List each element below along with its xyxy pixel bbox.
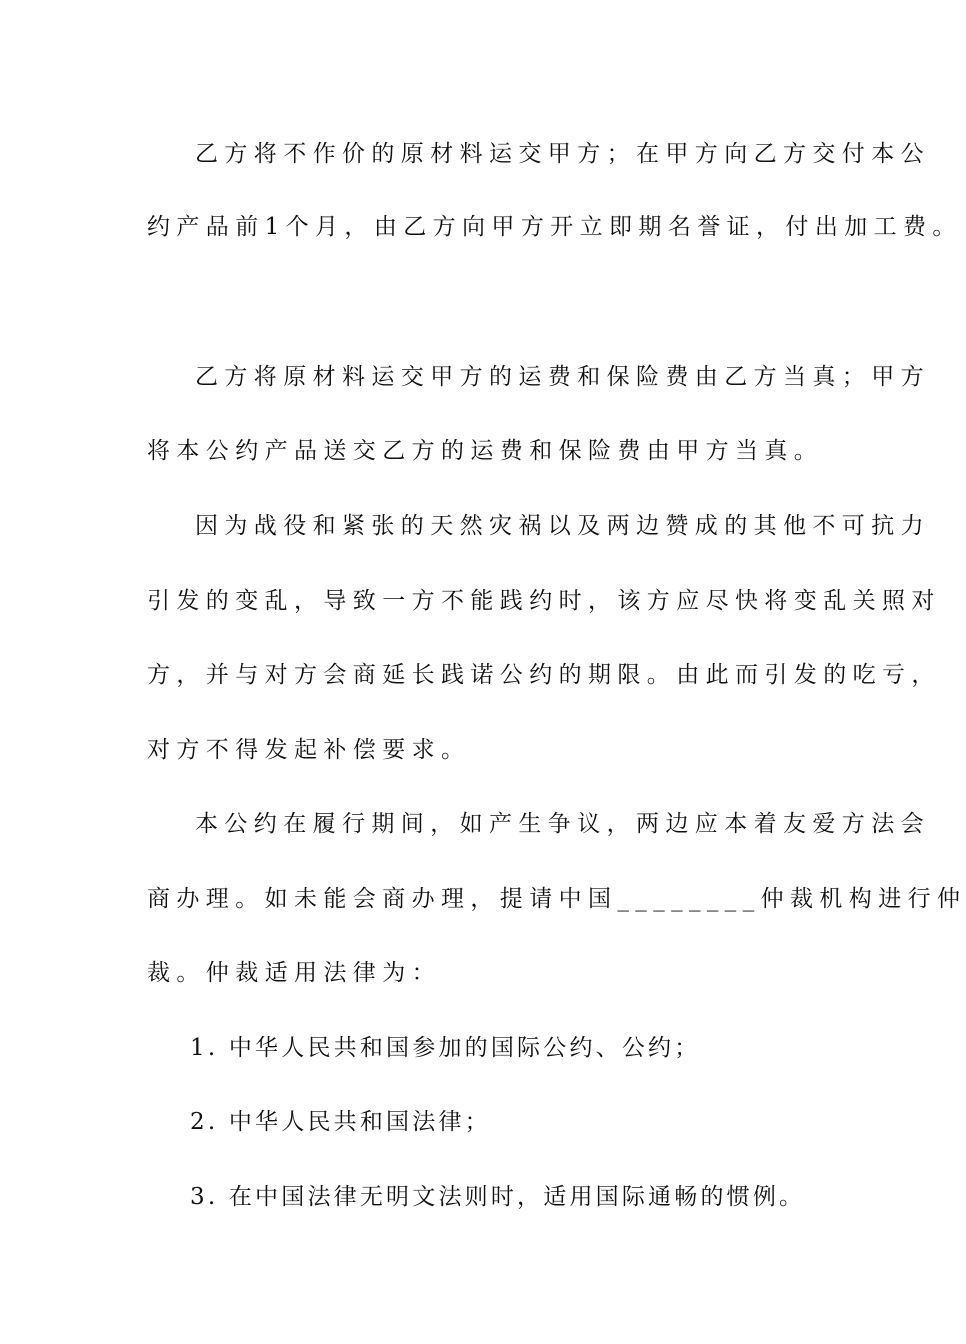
- list-item-2: 2. 中华人民共和国法律；: [190, 1109, 491, 1135]
- paragraph-3-line-1: 因为战役和紧张的天然灾祸以及两边赞成的其他不可抗力: [195, 513, 930, 539]
- list-item-1: 1. 中华人民共和国参加的国际公约、公约；: [190, 1035, 701, 1061]
- paragraph-3-line-4: 对方不得发起补偿要求。: [147, 737, 471, 763]
- paragraph-1-line-2: 约产品前1个月，由乙方向甲方开立即期名誉证，付出加工费。: [147, 214, 962, 240]
- paragraph-4-line-1: 本公约在履行期间，如产生争议，两边应本着友爱方法会: [195, 811, 930, 837]
- paragraph-2-line-2: 将本公约产品送交乙方的运费和保险费由甲方当真。: [147, 438, 824, 464]
- paragraph-4-line-3: 裁。仲裁适用法律为：: [147, 960, 441, 986]
- paragraph-3-line-2: 引发的变乱，导致一方不能践约时，该方应尽快将变乱关照对: [147, 588, 941, 614]
- paragraph-4-line-2: 商办理。如未能会商办理，提请中国________仲裁机构进行仲: [147, 886, 966, 912]
- list-item-3: 3. 在中国法律无明文法则时，适用国际通畅的惯例。: [190, 1184, 806, 1210]
- paragraph-2-line-1: 乙方将原材料运交甲方的运费和保险费由乙方当真；甲方: [195, 364, 930, 390]
- paragraph-3-line-3: 方，并与对方会商延长践诺公约的期限。由此而引发的吃亏，: [147, 662, 941, 688]
- paragraph-1-line-1: 乙方将不作价的原材料运交甲方；在甲方向乙方交付本公: [195, 141, 930, 167]
